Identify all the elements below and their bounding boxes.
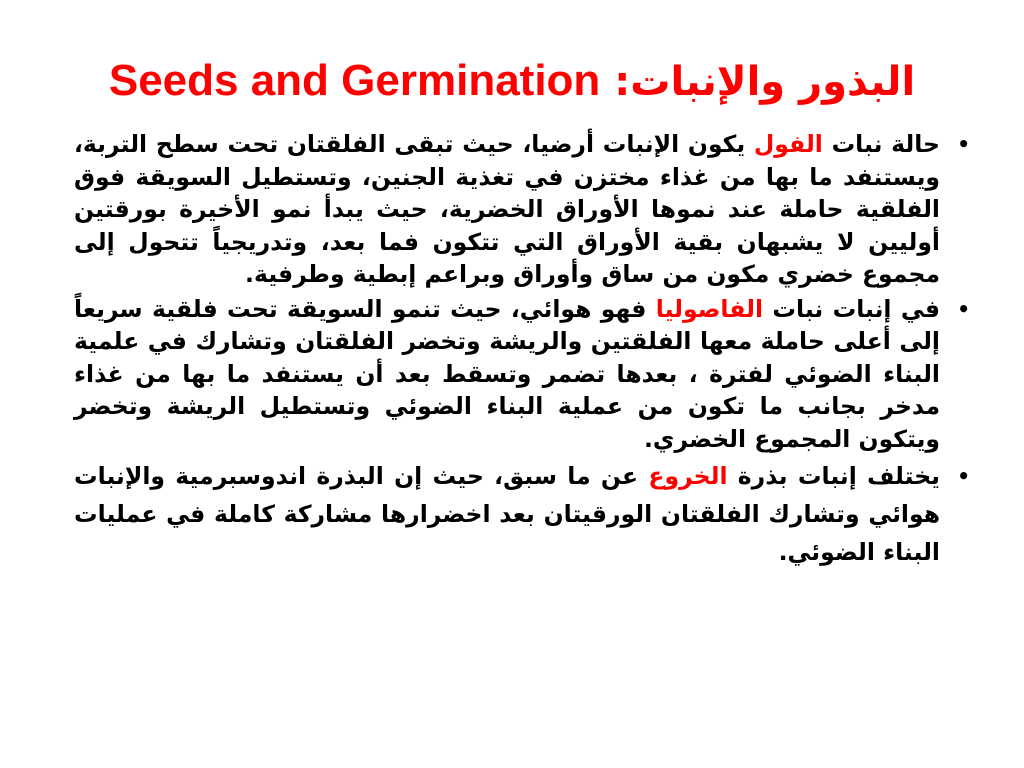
bullet-icon: • xyxy=(957,132,970,156)
bullet-list xyxy=(74,128,970,573)
bullet-item-bean xyxy=(74,293,970,456)
slide-title xyxy=(60,46,964,116)
bullet-icon: • xyxy=(957,296,970,321)
bullet-text-before: حالة نبات xyxy=(822,130,940,158)
bullet-icon: • xyxy=(957,464,970,488)
bullet-text-before: في إنبات نبات xyxy=(763,294,940,323)
bullet-text-after: فهو هوائي، حيث تنمو السويقة تحت فلقية سريعاً إلى أعلى حاملة معها الفلقتين والريشة وتخضر الفلقتان وتشارك في علمية البناء الضوئي لفترة ، بعدها تضمر وتسقط بعد أن يستنفد ما بها من غذاء مدخر بجانب ما تكون من عملية البناء الضوئي وتستطيل الريشة وتخضر ويتكون المجموع الخضري. xyxy=(74,294,940,453)
bullet-item-castor xyxy=(74,457,970,571)
bullet-text-after: يكون الإنبات أرضيا، حيث تبقى الفلقتان تحت سطح التربة، ويستنفد ما بها من غذاء مختزن في تغذية الجنين، وتستطيل السويقة فوق الفلقية حاملة عند نموها الأوراق الخضرية، حيث يبدأ نمو الأخيرة بورقتين أوليين لا يشبهان بقية الأوراق التي تتكون فما بعد، وتدريجياً تتحول إلى مجموع خضري مكون من ساق وأوراق وبراعم إبطية وطرفية. xyxy=(74,130,940,288)
bullet-text-before: يختلف إنبات بذرة xyxy=(727,462,941,490)
highlighted-plant-name: الفاصوليا xyxy=(655,294,764,323)
bullet-item-broad-bean xyxy=(74,128,970,291)
slide-title-english: Seeds and Germination xyxy=(108,56,601,105)
highlighted-plant-name: الفول xyxy=(753,130,823,158)
highlighted-plant-name: الخروع xyxy=(648,462,728,490)
bullet-text-after: عن ما سبق، حيث إن البذرة اندوسبرمية والإنبات هوائي وتشارك الفلقتان الورقيتان بعد اخضرارها مشاركة كاملة في عمليات البناء الضوئي. xyxy=(74,462,940,566)
slide-title-arabic: البذور والإنبات: xyxy=(614,59,916,105)
